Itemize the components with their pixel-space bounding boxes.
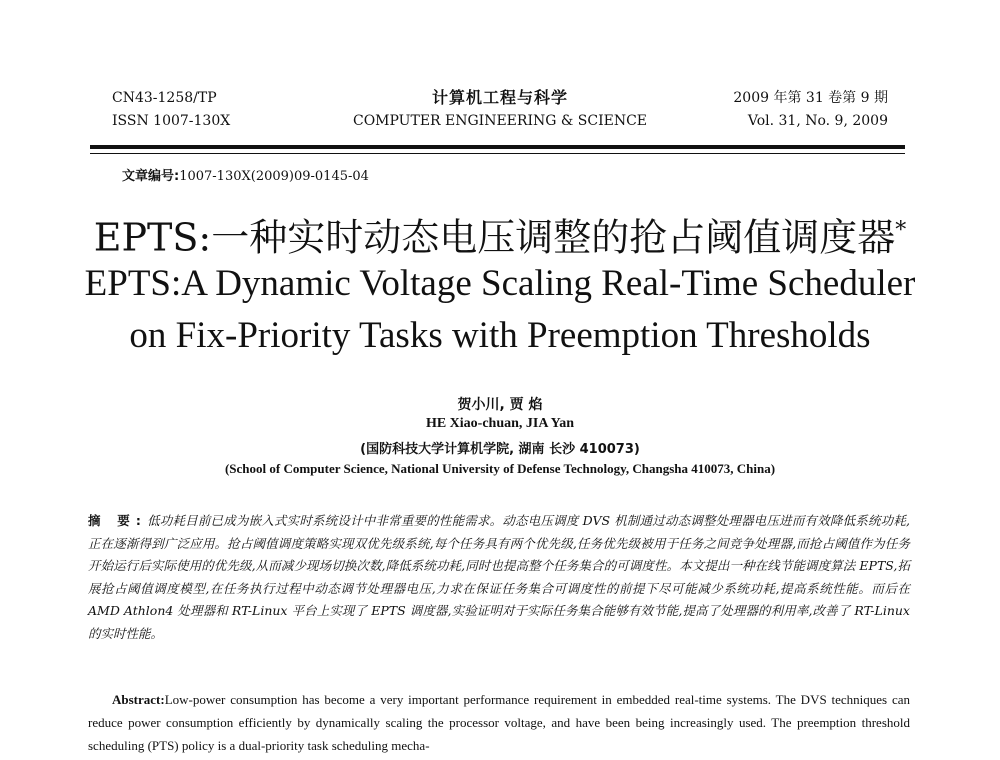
abstract-en-label: Abstract: <box>112 692 165 707</box>
article-number-label: 文章编号: <box>122 169 180 184</box>
journal-name-en: COMPUTER ENGINEERING & SCIENCE <box>352 113 648 129</box>
article-number <box>122 165 369 184</box>
title-en-line2: on Fix-Priority Tasks with Preemption Thresholds <box>129 315 871 356</box>
abstract-cn-text: 低功耗目前已成为嵌入式实时系统设计中非常重要的性能需求。动态电压调度 DVS 机制通过动态调整处理器电压进而有效降低系统功耗,正在逐渐得到广泛应用。抢占阈值调度策略实现双优先级系统,每个任务具有两个优先级,任务优先级被用于任务之间竞争处理器,而抢占阈值作为任务开始运行后实际使用的优先级,从而减少现场切换次数,降低系统功耗,同时也提高整个任务集合的可调度性。本文提出一种在线节能调度算法 EPTS,拓展抢占阈值调度模型,在任务执行过程中动态调节处理器电压,力求在保证任务集合可调度性的前提下尽可能减少系统功耗,提高系统性能。而后在 AMD Athlon4 处理器和 RT-Linux 平台上实现了 EPTS 调度器,实验证明对于实际任务集合能够有效节能,提高了处理器的利用率,改善了 RT-Linux 的实时性能。 <box>88 513 910 641</box>
abstract-en <box>88 688 910 757</box>
issue-en: Vol. 31, No. 9, 2009 <box>747 113 888 129</box>
affiliation-en: (School of Computer Science, National University of Defense Technology, Changsha 410073, China) <box>224 461 776 476</box>
issue-cn: 2009 年第 31 卷第 9 期 <box>733 90 888 106</box>
title-footnote-mark: * <box>895 218 907 243</box>
title-cn-text: EPTS:一种实时动态电压调整的抢占阈值调度器 <box>93 215 896 260</box>
header-rule-thick <box>90 145 905 149</box>
article-number-value: 1007-130X(2009)09-0145-04 <box>179 169 369 184</box>
title-en-line1: EPTS:A Dynamic Voltage Scaling Real-Time Scheduler <box>84 263 916 304</box>
affiliation-cn: (国防科技大学计算机学院, 湖南 长沙 410073) <box>360 442 640 457</box>
cn-code: CN43-1258/TP <box>112 90 217 106</box>
header-rule-thin <box>90 153 905 154</box>
title-cn <box>0 208 1000 261</box>
abstract-cn-label: 摘 要: <box>88 513 147 528</box>
journal-name-cn: 计算机工程与科学 <box>431 88 568 107</box>
abstract-cn <box>88 510 910 645</box>
issn-code: ISSN 1007-130X <box>112 113 231 129</box>
authors-en: HE Xiao-chuan, JIA Yan <box>425 416 575 431</box>
authors-cn: 贺小川, 贾 焰 <box>457 397 543 413</box>
title-en <box>0 258 1000 362</box>
journal-issue <box>733 88 888 131</box>
abstract-en-text: Low-power consumption has become a very important performance requirement in embedded real-time systems. The DVS techniques can reduce power consumption efficiently by dynamically scaling the processor voltage, and have been being increasingly used. The preemption threshold scheduling (PTS) policy is a dual-priority task scheduling mecha- <box>88 692 910 753</box>
